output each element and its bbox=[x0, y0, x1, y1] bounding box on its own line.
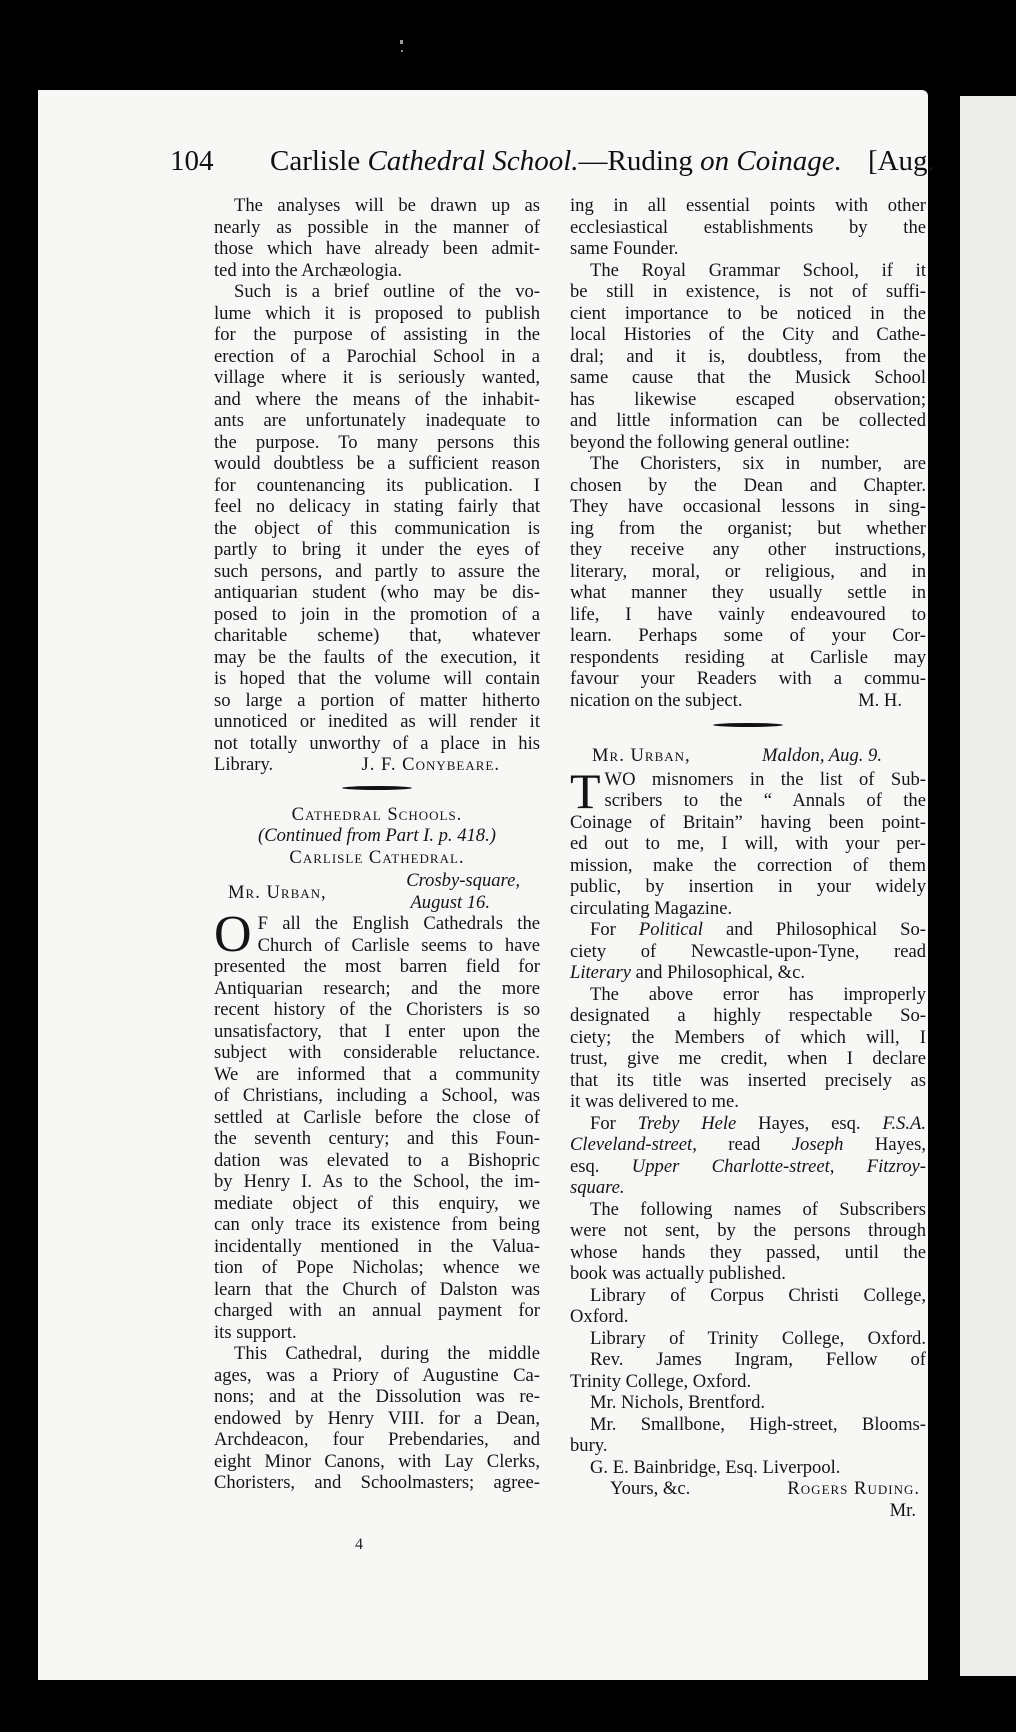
running-header bbox=[170, 145, 935, 178]
paragraph: T WO misnomers in the list of Sub- scribers to the “ Annals of the Coinage of Britain” having been point- ed out to me, I will, with your per- mission, make the correction of them public, by insertion in your widely circulating Magazine. bbox=[570, 762, 926, 919]
paragraph: O F all the English Cathedrals the Church of Carlisle seems to have presented the most barren field for Antiquarian research; and the more recent history of the Choristers is so unsatisfactory, that I enter upon the subject with considerable reluctance. We are informed that a community of Christians, including a School, was settled at Carlisle before the close of the seventh century; and this Foun- dation was elevated to a Bishopric by Henry I. As to the School, the im- mediate object of this enquiry, we can only trace its existence from being incidentally mentioned in the Valua- tion of Pope Nicholas; whence we learn that the Church of Dalston was charged with an annual payment for its support. bbox=[214, 906, 540, 1343]
paragraph: ing in all essential points with other ecclesiastical establishments by the same Founder. bbox=[570, 195, 926, 259]
signature: J. F. Conybeare. bbox=[361, 754, 500, 775]
subscriber-list bbox=[570, 1285, 926, 1479]
left-column bbox=[214, 195, 540, 1494]
page-number: 104 bbox=[170, 145, 214, 177]
addressee: Mr. Urban, bbox=[592, 745, 691, 766]
letter-heading bbox=[214, 870, 540, 913]
catchword: Mr. bbox=[889, 1499, 916, 1521]
place-date: Maldon, Aug. 9. bbox=[762, 745, 882, 766]
date: August 16. bbox=[410, 891, 490, 913]
list-item: G. E. Bainbridge, Esq. Liverpool. bbox=[590, 1456, 841, 1478]
paragraph: The Choristers, six in number, are chosen by the Dean and Chapter. They have occasional lessons in sing- ing from the organist; but whether they receive any other instructions, literary, moral, or religious, and in what manner they usually settle in life, I have vainly endeavoured to learn. Perhaps some of your Cor- respondents residing at Carlisle may favour your Readers with a commu- nication on the subject. M. H. bbox=[570, 453, 926, 711]
place: Crosby-square, bbox=[406, 870, 520, 891]
drop-cap: O bbox=[214, 906, 252, 963]
closing-line bbox=[570, 1478, 926, 1500]
list-item: Mr. Smallbone, High-street, Blooms- bbox=[590, 1413, 926, 1435]
list-item: Library of Corpus Christi College, bbox=[590, 1284, 926, 1306]
section-title: Cathedral Schools. bbox=[291, 803, 463, 825]
letter-heading bbox=[570, 745, 926, 767]
paragraph: The Royal Grammar School, if it be still in existence, is not of suffi- cient importance to be noticed in the local Histories of the City and Cathe- dral; and it is, doubtless, from the same cause that the Musick School has likewise escaped observation; and little information can be collected beyond the following general outline: bbox=[570, 259, 926, 453]
section-continuation: (Continued from Part I. p. 418.) bbox=[258, 825, 496, 846]
list-item: Trinity College, Oxford. bbox=[570, 1370, 752, 1392]
running-title: Carlisle Cathedral School.—Ruding on Coinage. bbox=[270, 145, 842, 177]
section-subtitle: Carlisle Cathedral. bbox=[289, 846, 465, 868]
list-item: Rev. James Ingram, Fellow of bbox=[590, 1349, 926, 1370]
paragraph: The above error has improperly designated a highly respectable So- ciety; the Members of which will, I trust, give me credit, when I declare that its title was inserted precisely as it was delivered to me. bbox=[570, 983, 926, 1112]
list-item: Oxford. bbox=[570, 1306, 629, 1327]
signature: Rogers Ruding. bbox=[787, 1478, 920, 1499]
speck bbox=[400, 40, 403, 44]
sheet-signature-mark: 4 bbox=[355, 1536, 363, 1553]
addressee: Mr. Urban, bbox=[228, 882, 327, 903]
paragraph: For Political and Philosophical So- ciety of Newcastle-upon-Tyne, read Literary and Philosophical, &c. bbox=[570, 919, 926, 983]
divider bbox=[342, 786, 412, 790]
drop-cap: T bbox=[570, 762, 601, 819]
paragraph: Such is a brief outline of the vo- lume which it is proposed to publish for the purpose of assisting in the erection of a Parochial School in a village where it is seriously wanted, and where the means of the inhabit- ants are unfortunately inadequate to the purpose. To many persons this would doubtless be a sufficient reason for countenancing its publication. I feel no delicacy in stating fairly that the object of this communication is partly to bring it under the eyes of such persons, and partly to assure the antiquarian student (who may be dis- posed to join in the promotion of a charitable scheme) that, whatever may be the faults of the execution, it is hoped that the volume will contain so large a portion of matter hitherto unnoticed or inedited as will render it not totally unworthy of a place in his Library. J. F. Conybeare. bbox=[214, 281, 540, 775]
issue-month: [Aug. bbox=[867, 145, 935, 177]
right-column bbox=[570, 195, 926, 1521]
divider bbox=[713, 723, 783, 727]
paragraph: For Treby Hele Hayes, esq. F.S.A. Cleveland-street, read Joseph Hayes, esq. Upper Charlotte-street, Fitzroy- square. bbox=[570, 1112, 927, 1198]
signature: M. H. bbox=[858, 689, 902, 711]
paragraph: The following names of Subscribers were not sent, by the persons through whose hands they passed, until the book was actually published. bbox=[570, 1198, 926, 1284]
speck bbox=[401, 50, 403, 52]
list-item: bury. bbox=[570, 1435, 608, 1456]
next-page-edge bbox=[960, 96, 1016, 1676]
closing: Yours, &c. bbox=[610, 1478, 691, 1499]
paragraph: The analyses will be drawn up as nearly as possible in the manner of those which have already been admit- ted into the Archæologia. bbox=[214, 195, 540, 281]
list-item: Mr. Nichols, Brentford. bbox=[590, 1392, 766, 1413]
paragraph: This Cathedral, during the middle ages, was a Priory of Augustine Ca- nons; and at the Dissolution was re- endowed by Henry VIII. for a Dean, Archdeacon, four Prebendaries, and eight Minor Canons, with Lay Clerks, Choristers, and Schoolmasters; agree- bbox=[214, 1343, 540, 1493]
page-gutter bbox=[928, 90, 960, 1690]
list-item: Library of Trinity College, Oxford. bbox=[590, 1327, 926, 1349]
